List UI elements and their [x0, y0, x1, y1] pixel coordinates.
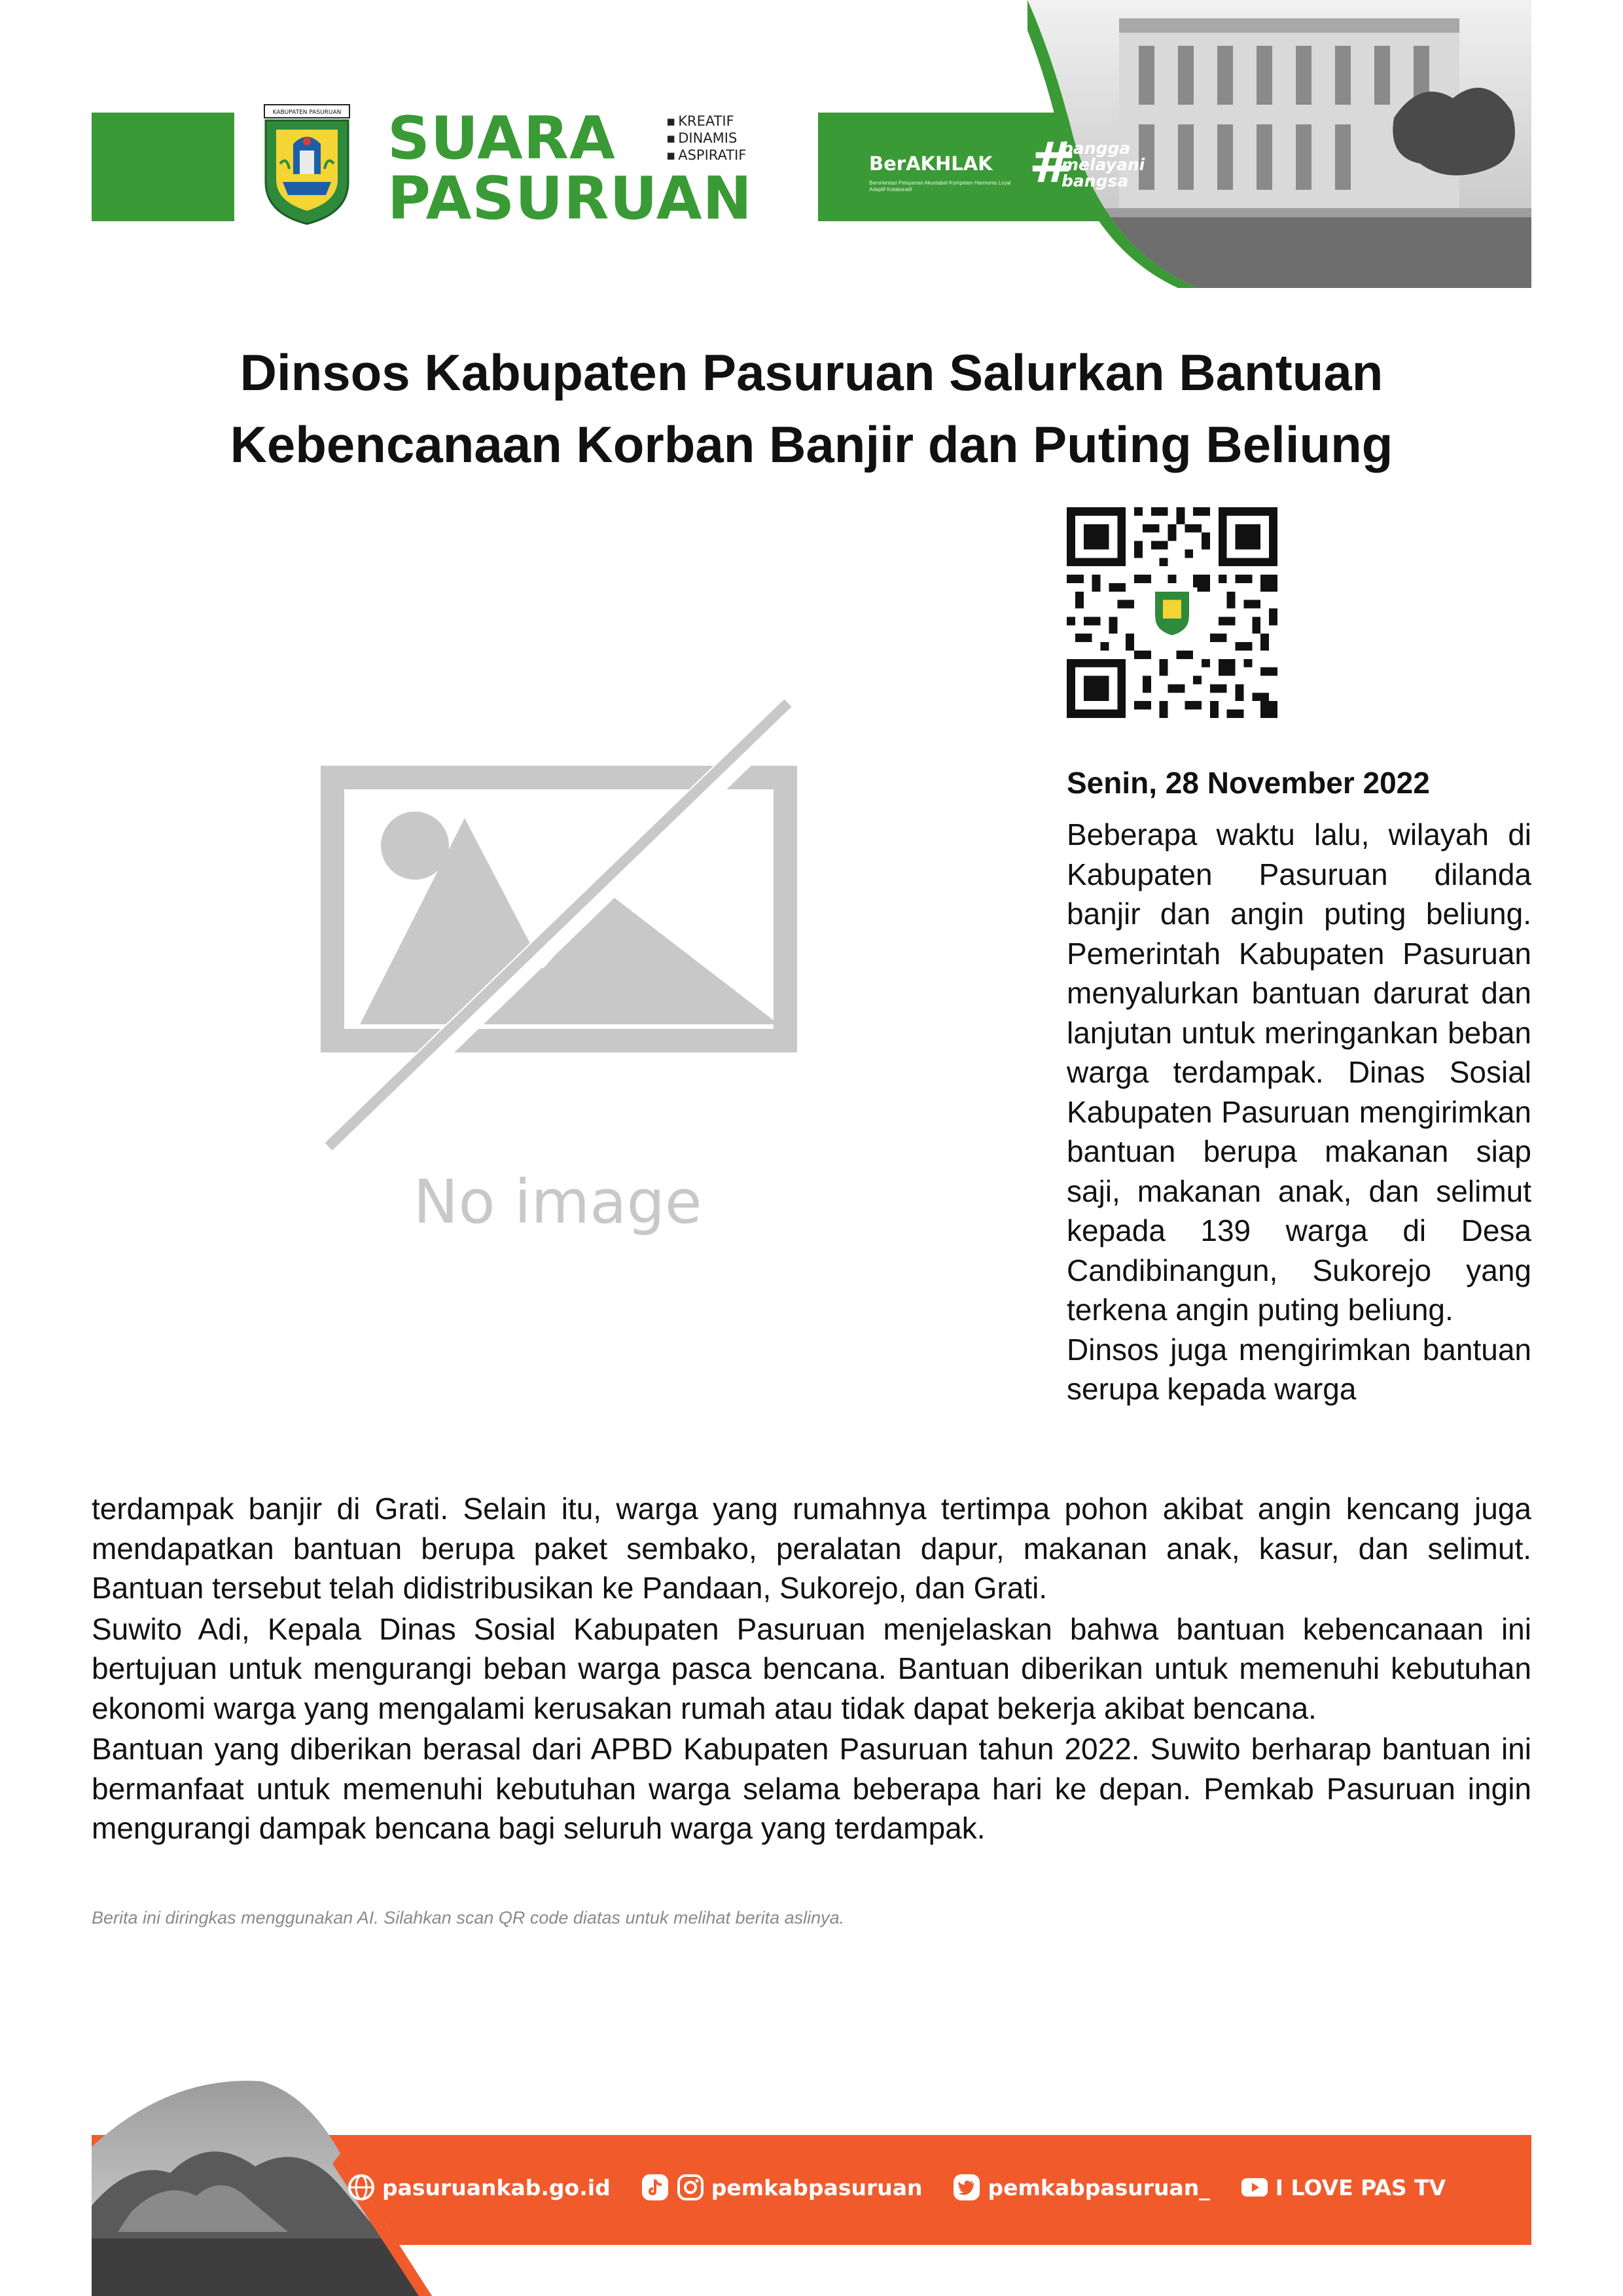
- tiktok-icon: [641, 2173, 669, 2202]
- article-column: [1067, 815, 1531, 1409]
- brand-title-line2: PASURUAN: [387, 164, 753, 233]
- brand-tagline: [666, 113, 746, 164]
- footer-twitter-link[interactable]: [952, 2173, 1209, 2202]
- article-date: Senin, 28 November 2022: [1067, 766, 1430, 800]
- header-green-block: [92, 113, 234, 221]
- article-paragraph-start: Dinsos juga mengirimkan bantuan serupa kepada warga: [1067, 1332, 1531, 1406]
- youtube-label: I LOVE PAS TV: [1275, 2174, 1446, 2200]
- instagram-icon: [676, 2173, 705, 2202]
- article-title-line2: Kebencanaan Korban Banjir dan Puting Beliung: [230, 416, 1393, 473]
- pasuruan-crest-logo: [260, 103, 353, 225]
- ai-summary-note: Berita ini diringkas menggunakan AI. Silahkan scan QR code diatas untuk melihat berita aslinya.: [92, 1908, 845, 1928]
- youtube-icon: [1240, 2173, 1269, 2202]
- website-label: pasuruankab.go.id: [382, 2174, 611, 2200]
- article-paragraph: Bantuan yang diberikan berasal dari APBD Kabupaten Pasuruan tahun 2022. Suwito berharap bantuan ini bermanfaat untuk memenuhi kebutuhan warga selama beberapa hari ke depan. Pemkab Pasuruan ingin mengurangi dampak bencana bagi seluruh warga yang terdampak.: [92, 1732, 1531, 1845]
- twitter-icon: [952, 2173, 981, 2202]
- berakhlak-logo: BerAKHLAK: [869, 152, 993, 175]
- twitter-label: pemkabpasuruan_: [988, 2174, 1210, 2200]
- footer-youtube-link[interactable]: [1240, 2173, 1446, 2202]
- instagram-label: pemkabpasuruan: [711, 2174, 923, 2200]
- tagline-item: ▪ DINAMIS: [666, 130, 746, 147]
- bangga-word: melayani: [1061, 155, 1145, 174]
- image-placeholder-icon: [321, 694, 805, 1257]
- hash-symbol: #: [1029, 130, 1077, 196]
- tagline-item: ▪ ASPIRATIF: [666, 147, 746, 164]
- berakhlak-subtitle: Berorientasi Pelayanan Akuntabel Kompeten Harmonis Loyal Adaptif Kolaboratif: [869, 180, 1011, 192]
- footer-instagram-tiktok-link[interactable]: [641, 2173, 923, 2202]
- footer-website-link[interactable]: [347, 2173, 611, 2202]
- bangga-word: bangsa: [1061, 171, 1129, 190]
- article-title-line1: Dinsos Kabupaten Pasuruan Salurkan Bantuan: [240, 344, 1383, 401]
- tagline-item: ▪ KREATIF: [666, 113, 746, 130]
- no-image-label: No image: [413, 1167, 702, 1237]
- svg-text:KABUPATEN PASURUAN: KABUPATEN PASURUAN: [272, 109, 342, 116]
- article-paragraph-continued: terdampak banjir di Grati. Selain itu, warga yang rumahnya tertimpa pohon akibat angin kencang juga mendapatkan bantuan berupa paket sembako, peralatan dapur, makanan anak, kasur, dan selimut. Bantuan tersebut telah didistribusikan ke Pandaan, Sukorejo, dan Grati.: [92, 1492, 1531, 1605]
- footer-social-links: [347, 2173, 1476, 2202]
- article-paragraph: Beberapa waktu lalu, wilayah di Kabupaten Pasuruan dilanda banjir dan angin puting beliung. Pemerintah Kabupaten Pasuruan menyalurkan bantuan darurat dan lanjutan untuk meringankan beban warga terdampak. Dinas Sosial Kabupaten Pasuruan mengirimkan bantuan berupa makanan siap saji, makanan anak, dan selimut kepada 139 warga di Desa Candibinangun, Sukorejo yang terkena angin puting beliung.: [1067, 817, 1531, 1327]
- no-image-placeholder: [321, 694, 805, 1257]
- article-paragraph: Suwito Adi, Kepala Dinas Sosial Kabupaten Pasuruan menjelaskan bahwa bantuan kebencanaan ini bertujuan untuk mengurangi beban warga pasca bencana. Bantuan diberikan untuk memenuhi kebutuhan ekonomi warga yang mengalami kerusakan rumah atau tidak dapat bekerja akibat bencana.: [92, 1611, 1531, 1725]
- article-body: [92, 1489, 1531, 1850]
- globe-icon: [347, 2173, 376, 2202]
- article-title: [92, 336, 1531, 480]
- bangga-word: bangga: [1061, 139, 1131, 158]
- brand-title-line1: SUARA: [387, 104, 616, 173]
- qr-code[interactable]: [1067, 507, 1277, 718]
